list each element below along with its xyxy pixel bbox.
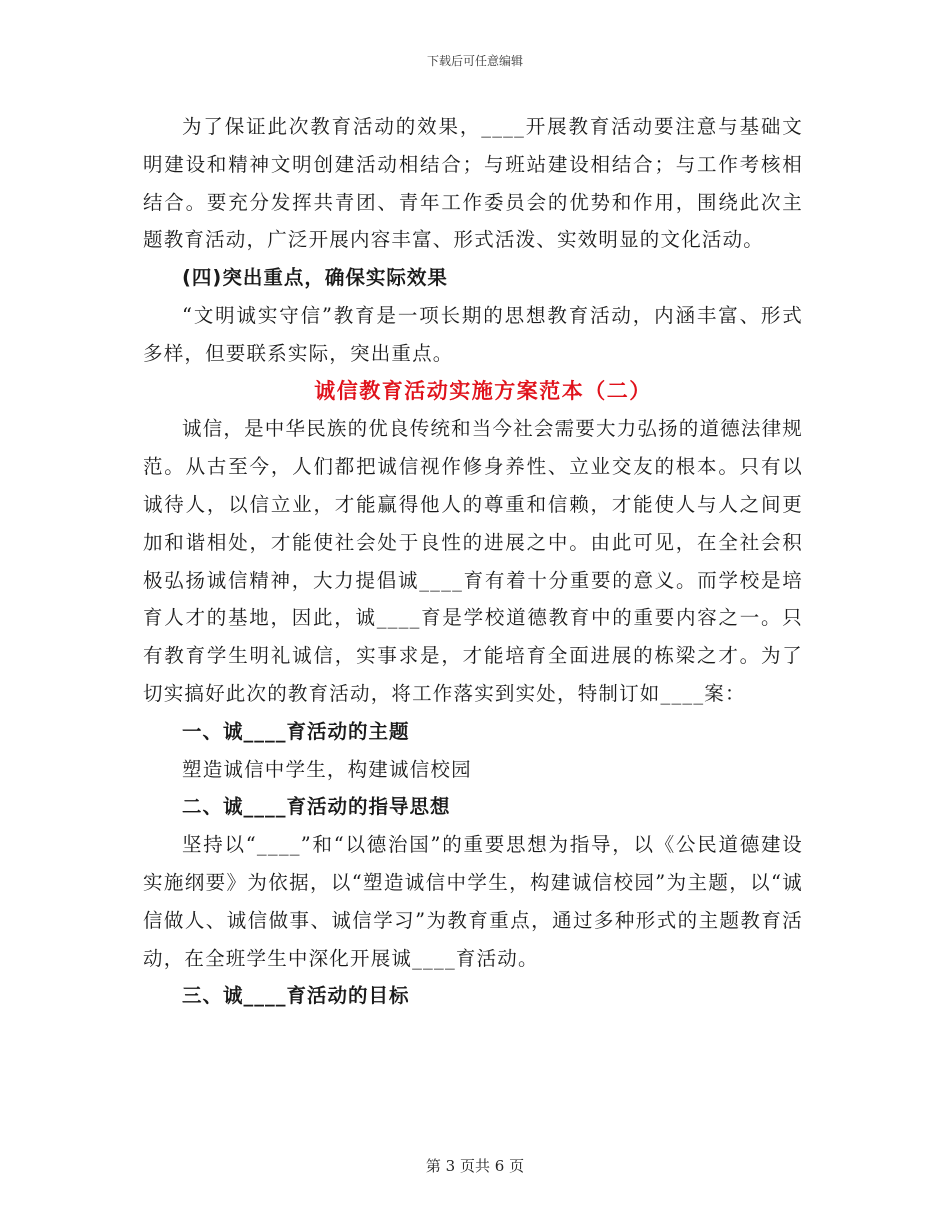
- page-header-note: 下载后可任意编辑: [426, 54, 523, 68]
- paragraph-guiding-thought: 坚持以“____”和“以德治国”的重要思想为指导，以《公民道德建设实施纲要》为依据，以“塑造诚信中学生，构建诚信校园”为主题，以“诚信做人、诚信做事、诚信学习”为教育重点，通过多种形式的主题教育活动，在全班学生中深化开展诚____育活动。: [143, 833, 803, 970]
- section-heading-goals: 三、诚____育活动的目标: [182, 984, 410, 1008]
- document-body: [143, 108, 803, 1015]
- section-heading-guiding-thought: 二、诚____育活动的指导思想: [182, 795, 451, 819]
- theme-text: 塑造诚信中学生，构建诚信校园: [182, 757, 472, 781]
- paragraph-intro: 诚信，是中华民族的优良传统和当今社会需要大力弘扬的道德法律规范。从古至今，人们都把诚信视作修身养性、立业交友的根本。只有以诚待人，以信立业，才能赢得他人的尊重和信赖，才能使人与人之间更加和谐相处，才能使社会处于良性的进展之中。由此可见，在全社会积极弘扬诚信精神，大力提倡诚____育有着十分重要的意义。而学校是培育人才的基地，因此，诚____育是学校道德教育中的重要内容之一。只有教育学生明礼诚信，实事求是，才能培育全面进展的栋梁之才。为了切实搞好此次的教育活动，将工作落实到实处，特制订如____案：: [143, 417, 804, 705]
- section-heading-4: (四)突出重点，确保实际效果: [182, 266, 448, 290]
- document-title: 诚信教育活动实施方案范本（二）: [314, 378, 652, 403]
- paragraph-honesty-education: “文明诚实守信”教育是一项长期的思想教育活动，内涵丰富、形式多样，但要联系实际，突出重点。: [143, 303, 803, 365]
- page-number: 第 3 页共 6 页: [425, 1157, 525, 1175]
- section-heading-theme: 一、诚____育活动的主题: [182, 719, 410, 743]
- paragraph-effect: 为了保证此次教育活动的效果，____开展教育活动要注意与基础文明建设和精神文明创建活动相结合；与班站建设相结合；与工作考核相结合。要充分发挥共青团、青年工作委员会的优势和作用，围绕此次主题教育活动，广泛开展内容丰富、形式活泼、实效明显的文化活动。: [143, 115, 803, 252]
